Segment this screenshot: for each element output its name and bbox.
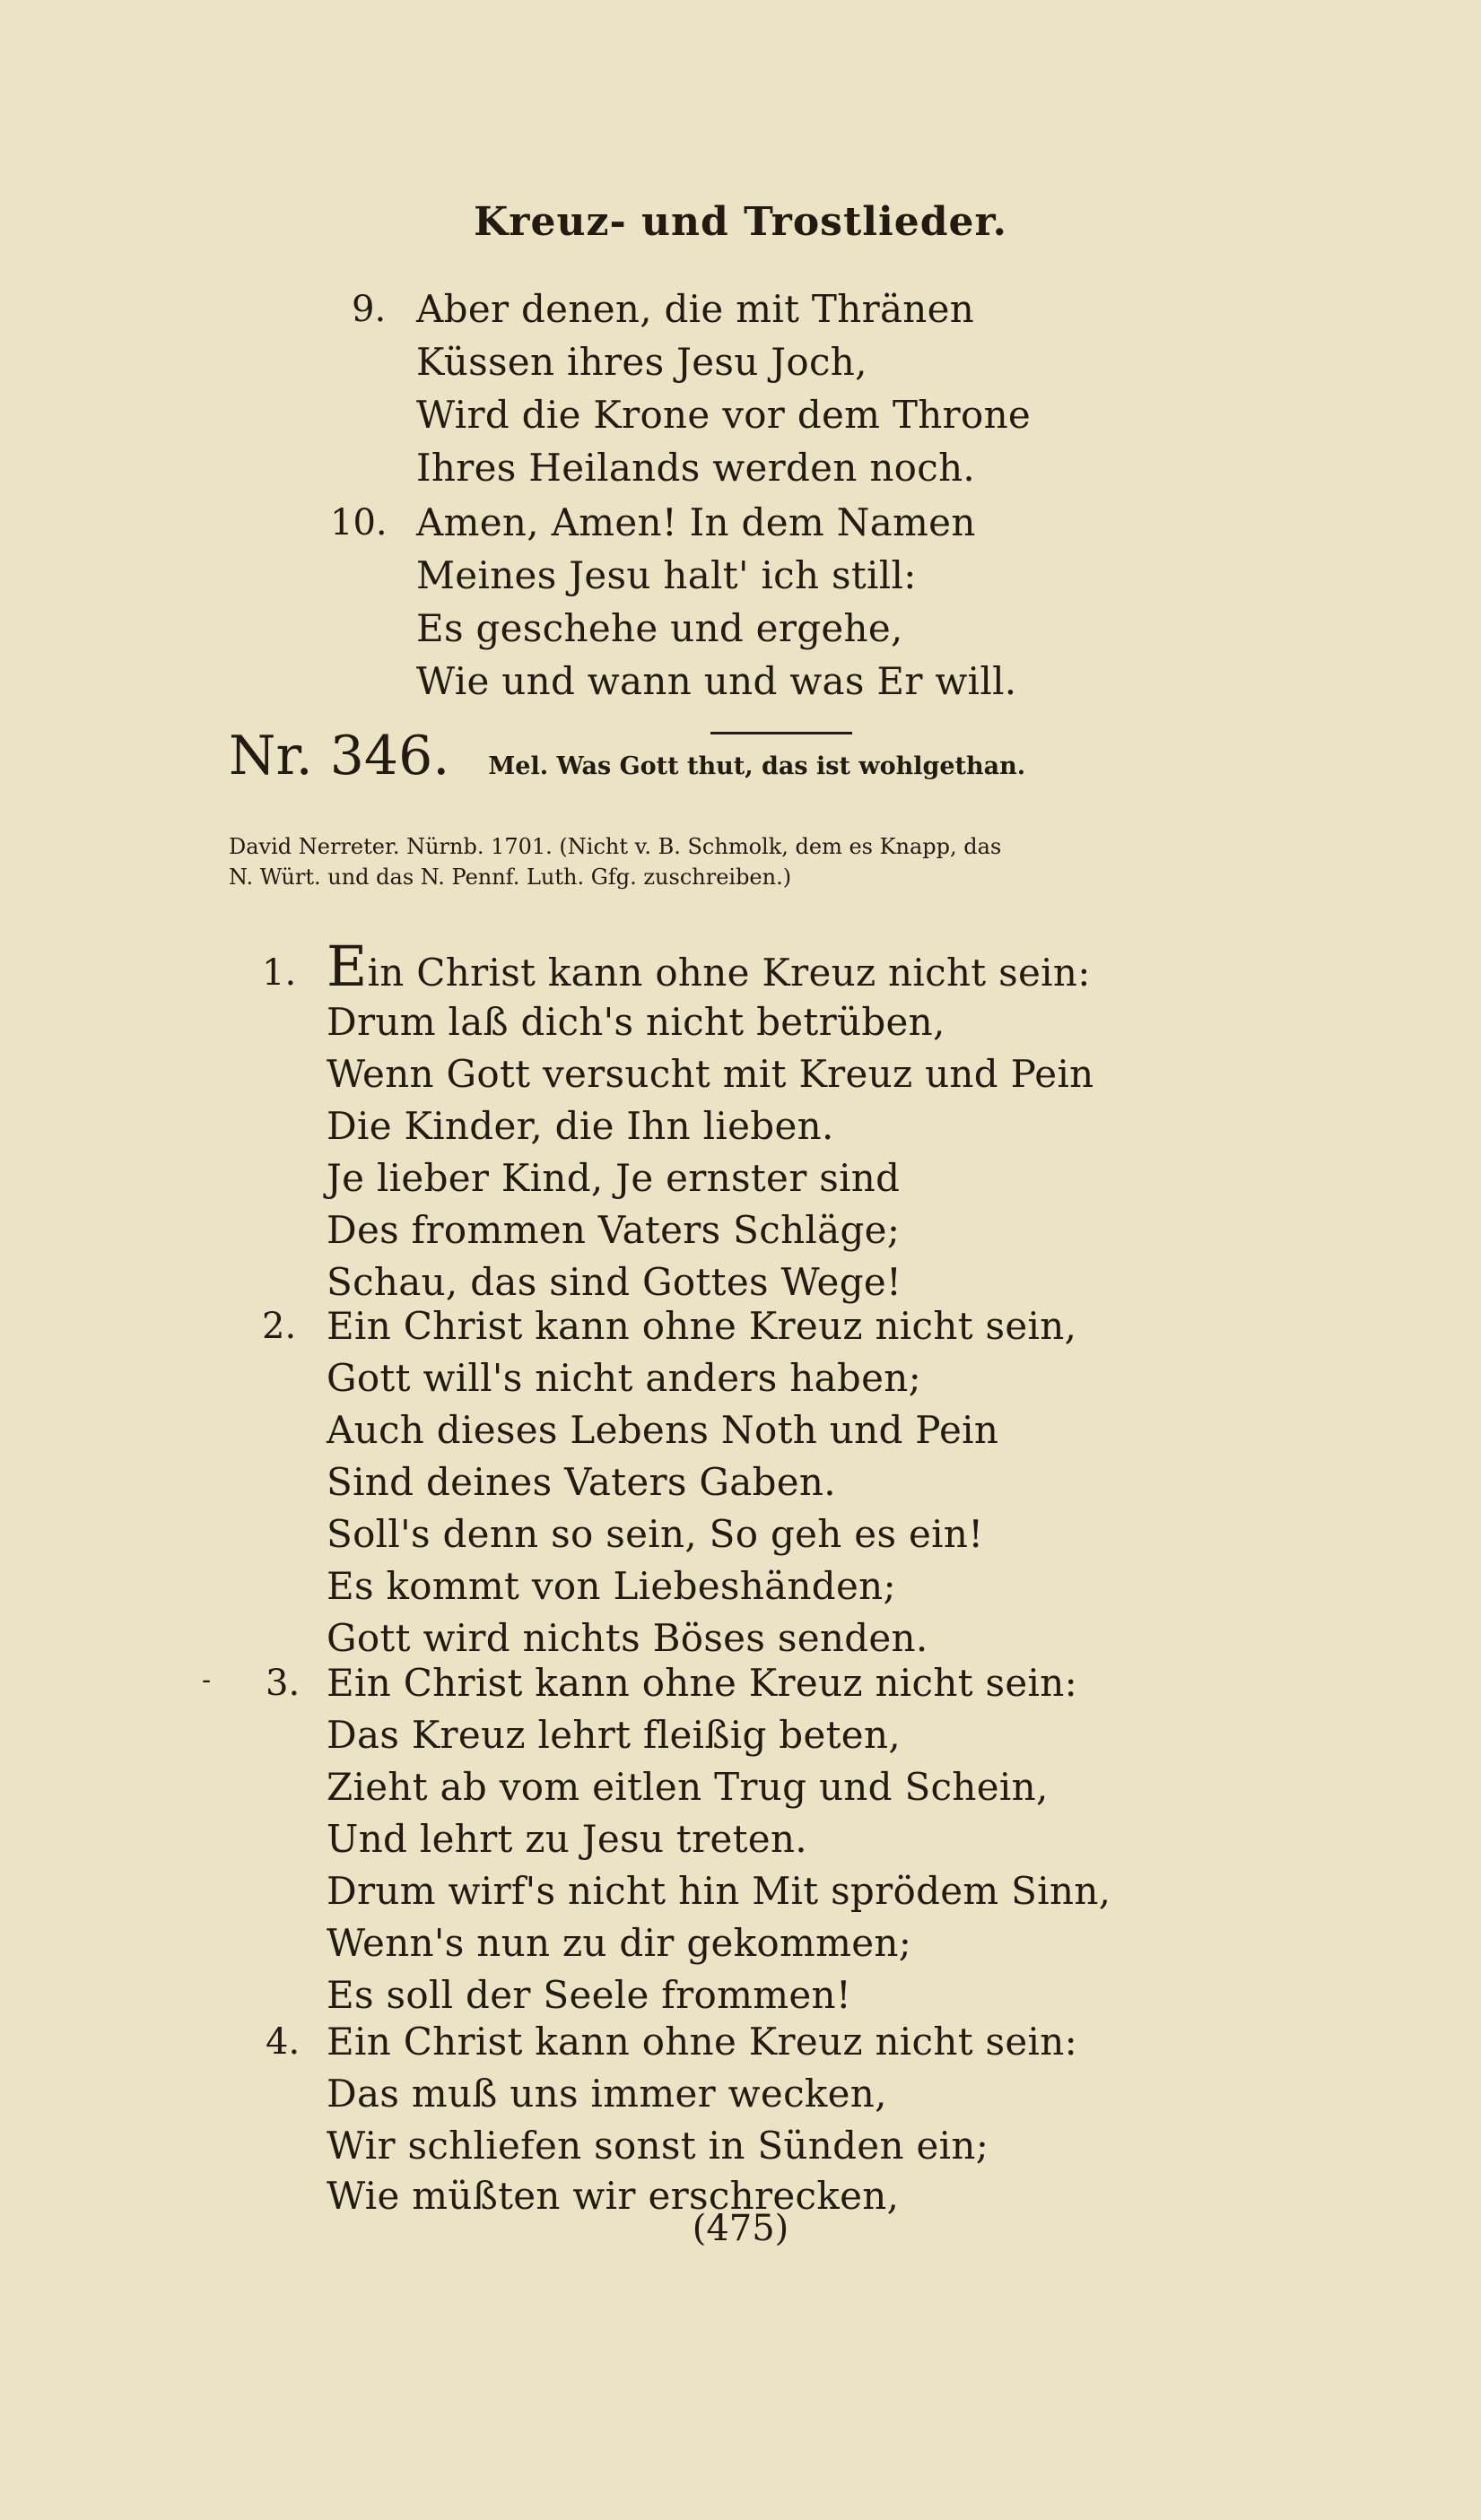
verse-line: Drum laß dich's nicht betrüben,: [327, 1000, 945, 1044]
melody-reference: Mel. Was Gott thut, das ist wohlgethan.: [488, 752, 1026, 780]
hymn-heading: [229, 725, 1025, 787]
verse-line: Ein Christ kann ohne Kreuz nicht sein:: [327, 1661, 1078, 1705]
verse-line: Es kommt von Liebeshänden;: [327, 1564, 896, 1608]
verse-line: Schau, das sind Gottes Wege!: [327, 1260, 902, 1304]
verse-line: Gott will's nicht anders haben;: [327, 1356, 922, 1400]
first-line-rest: in Christ kann ohne Kreuz nicht sein:: [367, 951, 1091, 995]
verse-line: Wenn's nun zu dir gekommen;: [327, 1921, 912, 1965]
verse-line: Ein Christ kann ohne Kreuz nicht sein,: [327, 1304, 1077, 1348]
verse-line: Wird die Krone vor dem Throne: [416, 393, 1032, 437]
attribution-line-1: David Nerreter. Nürnb. 1701. (Nicht v. B. Schmolk, dem es Knapp, das: [229, 834, 1002, 859]
drop-capital: E: [327, 934, 368, 999]
verse-line: Wenn Gott versucht mit Kreuz und Pein: [327, 1052, 1094, 1096]
stanza-number: 3.: [266, 1663, 301, 1704]
verse-line: Meines Jesu halt' ich still:: [416, 553, 917, 597]
verse-line: Wir schliefen sonst in Sünden ein;: [327, 2124, 989, 2168]
stanza-number: 4.: [266, 2021, 301, 2063]
verse-line: Wie müßten wir erschrecken,: [327, 2174, 900, 2218]
verse-line: Sind deines Vaters Gaben.: [327, 1460, 836, 1504]
verse-line: Küssen ihres Jesu Joch,: [416, 340, 867, 384]
verse-line: Je lieber Kind, Je ernster sind: [327, 1156, 901, 1200]
hymn-number: Nr. 346.: [229, 725, 450, 787]
verse-line: Zieht ab vom eitlen Trug und Schein,: [327, 1765, 1049, 1809]
page-number: (475): [692, 2208, 789, 2249]
verse-line: Soll's denn so sein, So geh es ein!: [327, 1512, 984, 1556]
verse-line-first: [327, 934, 1091, 999]
margin-mark: -: [202, 1664, 212, 1696]
verse-line: Ihres Heilands werden noch.: [416, 446, 976, 490]
verse-line: Es soll der Seele frommen!: [327, 1973, 852, 2017]
verse-line: Des frommen Vaters Schläge;: [327, 1208, 901, 1252]
verse-line: Das Kreuz lehrt fleißig beten,: [327, 1713, 901, 1757]
running-head: Kreuz- und Trostlieder.: [474, 199, 1007, 245]
verse-line: Und lehrt zu Jesu treten.: [327, 1817, 807, 1861]
verse-line: Es geschehe und ergehe,: [416, 606, 903, 650]
stanza-number: 10.: [330, 502, 388, 543]
stanza-number: 2.: [262, 1306, 297, 1347]
verse-line: Drum wirf's nicht hin Mit sprödem Sinn,: [327, 1869, 1111, 1913]
verse-line: Die Kinder, die Ihn lieben.: [327, 1104, 834, 1148]
verse-line: Ein Christ kann ohne Kreuz nicht sein:: [327, 2020, 1078, 2064]
verse-line: Aber denen, die mit Thränen: [416, 287, 975, 331]
verse-line: Amen, Amen! In dem Namen: [416, 500, 976, 544]
verse-line: Wie und wann und was Er will.: [416, 659, 1017, 703]
stanza-number: 1.: [262, 952, 297, 994]
stanza-number: 9.: [352, 289, 387, 330]
verse-line: Gott wird nichts Böses senden.: [327, 1616, 928, 1660]
verse-line: Auch dieses Lebens Noth und Pein: [327, 1408, 999, 1452]
verse-line: Das muß uns immer wecken,: [327, 2072, 887, 2116]
attribution-line-2: N. Würt. und das N. Pennf. Luth. Gfg. zuschreiben.): [229, 865, 792, 890]
